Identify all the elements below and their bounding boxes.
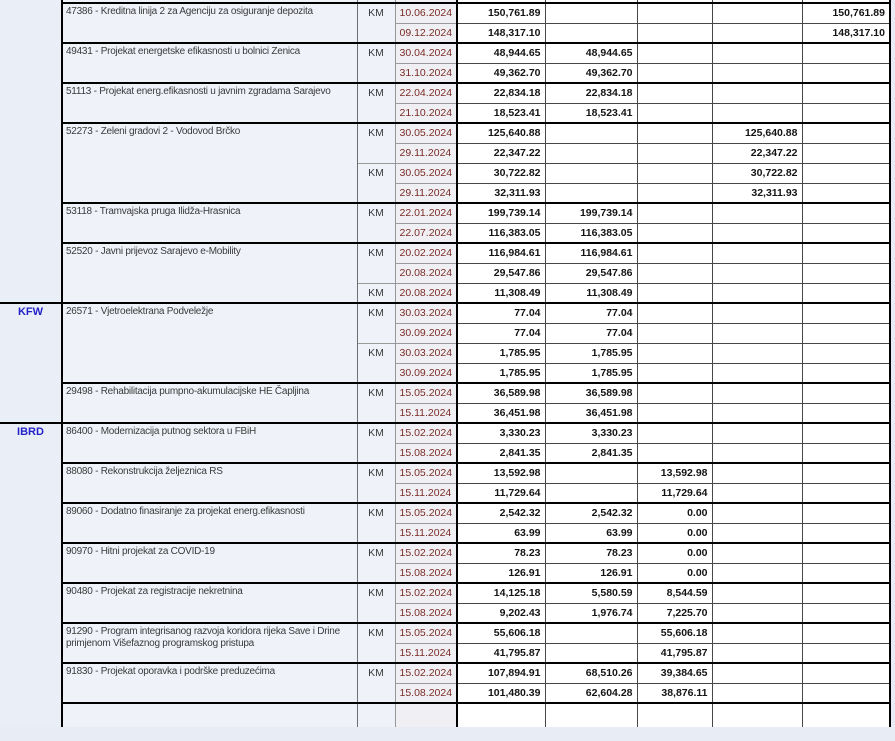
- date-cell: 22.01.2024: [395, 203, 457, 223]
- amount-cell: [712, 623, 802, 643]
- table-row: [0, 303, 890, 323]
- amount-cell: [802, 663, 890, 683]
- currency-cell: KM: [357, 463, 395, 503]
- currency-cell: KM: [357, 83, 395, 123]
- amount-cell: [637, 43, 712, 63]
- currency-cell: KM: [357, 123, 395, 163]
- amount-cell: [545, 463, 637, 483]
- amount-cell: [802, 383, 890, 403]
- table-row: [0, 43, 890, 63]
- amount-cell: [637, 403, 712, 423]
- partial-bottom-row: [0, 703, 890, 727]
- amount-cell: 48,944.65: [457, 43, 545, 63]
- amount-cell: [545, 23, 637, 43]
- amount-cell: [802, 143, 890, 163]
- currency-cell: KM: [357, 303, 395, 343]
- amount-cell: [712, 523, 802, 543]
- amount-cell: 11,729.64: [637, 483, 712, 503]
- project-cell: 53118 - Tramvajska pruga Ilidža-Hrasnica: [62, 203, 357, 243]
- amount-cell: 116,383.05: [545, 223, 637, 243]
- amount-cell: [712, 603, 802, 623]
- date-cell: 15.02.2024: [395, 543, 457, 563]
- amount-cell: 199,739.14: [457, 203, 545, 223]
- table-row: [0, 203, 890, 223]
- amount-cell: 22,347.22: [457, 143, 545, 163]
- amount-cell: [637, 143, 712, 163]
- lender-cell: [0, 703, 62, 727]
- amount-cell: 41,795.87: [637, 643, 712, 663]
- amount-cell: 0.00: [637, 543, 712, 563]
- date-cell: 15.05.2024: [395, 463, 457, 483]
- date-cell: 21.10.2024: [395, 103, 457, 123]
- date-cell: 15.11.2024: [395, 483, 457, 503]
- amount-cell: 77.04: [457, 303, 545, 323]
- amount-cell: [637, 383, 712, 403]
- amount-cell: [802, 683, 890, 703]
- date-cell: 20.02.2024: [395, 243, 457, 263]
- amount-cell: [712, 683, 802, 703]
- amount-cell: [712, 403, 802, 423]
- amount-cell: 49,362.70: [545, 63, 637, 83]
- amount-cell: 11,308.49: [457, 283, 545, 303]
- date-cell: 15.05.2024: [395, 623, 457, 643]
- amount-cell: [712, 3, 802, 23]
- project-cell: 86400 - Modernizacija putnog sektora u FBiH: [62, 423, 357, 463]
- amount-cell: 1,785.95: [457, 343, 545, 363]
- amount-cell: [712, 503, 802, 523]
- currency-cell: KM: [357, 383, 395, 423]
- amount-cell: 1,976.74: [545, 603, 637, 623]
- amount-cell: [545, 483, 637, 503]
- table-row: [0, 543, 890, 563]
- date-cell: 15.05.2024: [395, 383, 457, 403]
- amount-cell: 126.91: [545, 563, 637, 583]
- amount-cell: 150,761.89: [802, 3, 890, 23]
- table-row: [0, 463, 890, 483]
- date-cell: 30.04.2024: [395, 43, 457, 63]
- amount-cell: [802, 203, 890, 223]
- project-cell: 90970 - Hitni projekat za COVID-19: [62, 543, 357, 583]
- amount-cell: [802, 543, 890, 563]
- lender-cell: IBRD: [0, 423, 62, 703]
- amount-cell: [637, 183, 712, 203]
- date-cell: 22.07.2024: [395, 223, 457, 243]
- amount-cell: 18,523.41: [457, 103, 545, 123]
- amount-cell: 2,542.32: [545, 503, 637, 523]
- date-cell: 15.11.2024: [395, 403, 457, 423]
- project-cell: 91290 - Program integrisanog razvoja koridora rijeka Save i Drine primjenom Višefaznog programskog pristupa: [62, 623, 357, 663]
- amount-cell: [457, 703, 545, 727]
- date-cell: 15.02.2024: [395, 423, 457, 443]
- amount-cell: [637, 103, 712, 123]
- date-cell: 30.09.2024: [395, 323, 457, 343]
- table-row: [0, 623, 890, 643]
- amount-cell: 0.00: [637, 503, 712, 523]
- amount-cell: 77.04: [457, 323, 545, 343]
- amount-cell: 63.99: [545, 523, 637, 543]
- amount-cell: 32,311.93: [457, 183, 545, 203]
- lender-cell: KFW: [0, 303, 62, 423]
- amount-cell: 36,451.98: [457, 403, 545, 423]
- amount-cell: [712, 463, 802, 483]
- project-cell: 47386 - Kreditna linija 2 za Agenciju za osiguranje depozita: [62, 3, 357, 43]
- project-cell: 49431 - Projekat energetske efikasnosti u bolnici Zenica: [62, 43, 357, 83]
- currency-cell: KM: [357, 43, 395, 83]
- amount-cell: 5,580.59: [545, 583, 637, 603]
- date-cell: [395, 703, 457, 727]
- amount-cell: [712, 343, 802, 363]
- project-cell: 91830 - Projekat oporavka i podrške preduzećima: [62, 663, 357, 703]
- date-cell: 15.05.2024: [395, 503, 457, 523]
- amount-cell: [712, 103, 802, 123]
- amount-cell: [802, 583, 890, 603]
- currency-cell: KM: [357, 283, 395, 303]
- amount-cell: [637, 83, 712, 103]
- amount-cell: [712, 583, 802, 603]
- amount-cell: [712, 643, 802, 663]
- date-cell: 29.11.2024: [395, 183, 457, 203]
- date-cell: 09.12.2024: [395, 23, 457, 43]
- amount-cell: [712, 423, 802, 443]
- amount-cell: 3,330.23: [457, 423, 545, 443]
- amount-cell: [637, 63, 712, 83]
- amount-cell: [712, 663, 802, 683]
- amount-cell: 116,383.05: [457, 223, 545, 243]
- amount-cell: 0.00: [637, 523, 712, 543]
- amount-cell: [802, 463, 890, 483]
- amount-cell: [802, 323, 890, 343]
- date-cell: 20.08.2024: [395, 283, 457, 303]
- amount-cell: 2,841.35: [545, 443, 637, 463]
- currency-cell: KM: [357, 243, 395, 283]
- amount-cell: [712, 483, 802, 503]
- amount-cell: 126.91: [457, 563, 545, 583]
- amount-cell: [545, 3, 637, 23]
- amount-cell: [712, 383, 802, 403]
- amount-cell: [545, 703, 637, 727]
- table-row: [0, 423, 890, 443]
- amount-cell: 55,606.18: [637, 623, 712, 643]
- date-cell: 30.05.2024: [395, 123, 457, 143]
- amount-cell: 148,317.10: [802, 23, 890, 43]
- amount-cell: 22,347.22: [712, 143, 802, 163]
- amount-cell: 9,202.43: [457, 603, 545, 623]
- amount-cell: [802, 243, 890, 263]
- amount-cell: 0.00: [637, 563, 712, 583]
- amount-cell: 1,785.95: [545, 363, 637, 383]
- amount-cell: 30,722.82: [712, 163, 802, 183]
- amount-cell: [637, 3, 712, 23]
- amount-cell: [802, 303, 890, 323]
- currency-cell: [357, 703, 395, 727]
- amount-cell: [712, 203, 802, 223]
- date-cell: 15.08.2024: [395, 563, 457, 583]
- amount-cell: [712, 43, 802, 63]
- date-cell: 29.11.2024: [395, 143, 457, 163]
- project-cell: 90480 - Projekat za registracije nekretnina: [62, 583, 357, 623]
- amount-cell: 3,330.23: [545, 423, 637, 443]
- amount-cell: [637, 443, 712, 463]
- currency-cell: KM: [357, 3, 395, 43]
- date-cell: 15.08.2024: [395, 683, 457, 703]
- amount-cell: 116,984.61: [545, 243, 637, 263]
- amount-cell: [802, 403, 890, 423]
- amount-cell: 55,606.18: [457, 623, 545, 643]
- amount-cell: [802, 603, 890, 623]
- currency-cell: KM: [357, 543, 395, 583]
- amount-cell: 77.04: [545, 303, 637, 323]
- project-cell: 29498 - Rehabilitacija pumpno-akumulacijske HE Čapljina: [62, 383, 357, 423]
- amount-cell: 29,547.86: [457, 263, 545, 283]
- date-cell: 15.11.2024: [395, 523, 457, 543]
- amount-cell: [802, 423, 890, 443]
- currency-cell: KM: [357, 623, 395, 663]
- amount-cell: [637, 303, 712, 323]
- amount-cell: 22,834.18: [545, 83, 637, 103]
- amount-cell: [545, 123, 637, 143]
- table-row: [0, 123, 890, 143]
- amount-cell: [802, 483, 890, 503]
- date-cell: 15.02.2024: [395, 583, 457, 603]
- amount-cell: 36,451.98: [545, 403, 637, 423]
- amount-cell: 63.99: [457, 523, 545, 543]
- amount-cell: [637, 163, 712, 183]
- date-cell: 30.03.2024: [395, 303, 457, 323]
- amount-cell: [637, 423, 712, 443]
- amount-cell: 49,362.70: [457, 63, 545, 83]
- amount-cell: [712, 443, 802, 463]
- amount-cell: 38,876.11: [637, 683, 712, 703]
- amount-cell: [712, 703, 802, 727]
- amount-cell: 116,984.61: [457, 243, 545, 263]
- amount-cell: [637, 703, 712, 727]
- amount-cell: 22,834.18: [457, 83, 545, 103]
- amount-cell: [712, 63, 802, 83]
- amount-cell: 30,722.82: [457, 163, 545, 183]
- currency-cell: KM: [357, 423, 395, 463]
- amount-cell: [712, 363, 802, 383]
- amount-cell: [802, 63, 890, 83]
- amount-cell: [712, 283, 802, 303]
- amount-cell: [637, 343, 712, 363]
- amount-cell: [545, 183, 637, 203]
- amount-cell: 107,894.91: [457, 663, 545, 683]
- project-cell: 51113 - Projekat energ.efikasnosti u javnim zgradama Sarajevo: [62, 83, 357, 123]
- date-cell: 31.10.2024: [395, 63, 457, 83]
- date-cell: 10.06.2024: [395, 3, 457, 23]
- amount-cell: [802, 103, 890, 123]
- date-cell: 15.11.2024: [395, 643, 457, 663]
- currency-cell: KM: [357, 163, 395, 203]
- amount-cell: [545, 643, 637, 663]
- amount-cell: [637, 323, 712, 343]
- amount-cell: 48,944.65: [545, 43, 637, 63]
- amount-cell: 8,544.59: [637, 583, 712, 603]
- amount-cell: 13,592.98: [457, 463, 545, 483]
- amount-cell: 7,225.70: [637, 603, 712, 623]
- currency-cell: KM: [357, 203, 395, 243]
- amount-cell: 36,589.98: [457, 383, 545, 403]
- amount-cell: [802, 263, 890, 283]
- amount-cell: [802, 363, 890, 383]
- amount-cell: [802, 343, 890, 363]
- amount-cell: [712, 303, 802, 323]
- amount-cell: 78.23: [545, 543, 637, 563]
- amount-cell: [637, 243, 712, 263]
- amount-cell: [545, 623, 637, 643]
- amount-cell: 125,640.88: [712, 123, 802, 143]
- table-row: [0, 243, 890, 263]
- amount-cell: [712, 243, 802, 263]
- date-cell: 20.08.2024: [395, 263, 457, 283]
- table-row: [0, 583, 890, 603]
- amount-cell: 41,795.87: [457, 643, 545, 663]
- date-cell: 15.08.2024: [395, 603, 457, 623]
- date-cell: 15.08.2024: [395, 443, 457, 463]
- table-row: [0, 663, 890, 683]
- amount-cell: 1,785.95: [545, 343, 637, 363]
- amount-cell: 2,542.32: [457, 503, 545, 523]
- amount-cell: [802, 223, 890, 243]
- amount-cell: 78.23: [457, 543, 545, 563]
- amount-cell: [802, 283, 890, 303]
- project-cell: [62, 703, 357, 727]
- amount-cell: [802, 503, 890, 523]
- amount-cell: [802, 443, 890, 463]
- amount-cell: 11,729.64: [457, 483, 545, 503]
- amount-cell: 18,523.41: [545, 103, 637, 123]
- table-row: [0, 503, 890, 523]
- table-row: [0, 3, 890, 23]
- amount-cell: [802, 43, 890, 63]
- amount-cell: [802, 83, 890, 103]
- amount-cell: 29,547.86: [545, 263, 637, 283]
- amount-cell: [637, 263, 712, 283]
- amount-cell: 39,384.65: [637, 663, 712, 683]
- project-cell: 26571 - Vjetroelektrana Podveležje: [62, 303, 357, 383]
- amount-cell: [712, 83, 802, 103]
- amount-cell: [802, 523, 890, 543]
- date-cell: 30.05.2024: [395, 163, 457, 183]
- amount-cell: [802, 703, 890, 727]
- currency-cell: KM: [357, 663, 395, 703]
- project-cell: 89060 - Dodatno finasiranje za projekat energ.efikasnosti: [62, 503, 357, 543]
- date-cell: 30.03.2024: [395, 343, 457, 363]
- amount-cell: [637, 23, 712, 43]
- amount-cell: 2,841.35: [457, 443, 545, 463]
- currency-cell: KM: [357, 343, 395, 383]
- amount-cell: [637, 363, 712, 383]
- amount-cell: [802, 183, 890, 203]
- amount-cell: [802, 563, 890, 583]
- project-cell: 88080 - Rekonstrukcija željeznica RS: [62, 463, 357, 503]
- amount-cell: [802, 163, 890, 183]
- currency-cell: KM: [357, 503, 395, 543]
- amount-cell: 11,308.49: [545, 283, 637, 303]
- table-row: [0, 383, 890, 403]
- amount-cell: [802, 643, 890, 663]
- amount-cell: [637, 223, 712, 243]
- amount-cell: [712, 23, 802, 43]
- date-cell: 22.04.2024: [395, 83, 457, 103]
- amount-cell: 150,761.89: [457, 3, 545, 23]
- amount-cell: [712, 223, 802, 243]
- amount-cell: 68,510.26: [545, 663, 637, 683]
- amount-cell: [545, 143, 637, 163]
- amount-cell: 36,589.98: [545, 383, 637, 403]
- amount-cell: [712, 263, 802, 283]
- amount-cell: [637, 283, 712, 303]
- amount-cell: 32,311.93: [712, 183, 802, 203]
- amount-cell: [802, 623, 890, 643]
- amount-cell: [802, 123, 890, 143]
- amount-cell: [637, 203, 712, 223]
- currency-cell: KM: [357, 583, 395, 623]
- amount-cell: [637, 123, 712, 143]
- project-cell: 52273 - Zeleni gradovi 2 - Vodovod Brčko: [62, 123, 357, 203]
- date-cell: 30.09.2024: [395, 363, 457, 383]
- amount-cell: 101,480.39: [457, 683, 545, 703]
- amount-cell: 148,317.10: [457, 23, 545, 43]
- lender-cell: [0, 3, 62, 303]
- amount-cell: [712, 543, 802, 563]
- amount-cell: 14,125.18: [457, 583, 545, 603]
- project-cell: 52520 - Javni prijevoz Sarajevo e-Mobility: [62, 243, 357, 303]
- amount-cell: 62,604.28: [545, 683, 637, 703]
- amount-cell: 1,785.95: [457, 363, 545, 383]
- amount-cell: [545, 163, 637, 183]
- amount-cell: 13,592.98: [637, 463, 712, 483]
- table-row: [0, 83, 890, 103]
- amount-cell: 77.04: [545, 323, 637, 343]
- date-cell: 15.02.2024: [395, 663, 457, 683]
- amount-cell: 125,640.88: [457, 123, 545, 143]
- amount-cell: [712, 323, 802, 343]
- amount-cell: 199,739.14: [545, 203, 637, 223]
- amount-cell: [712, 563, 802, 583]
